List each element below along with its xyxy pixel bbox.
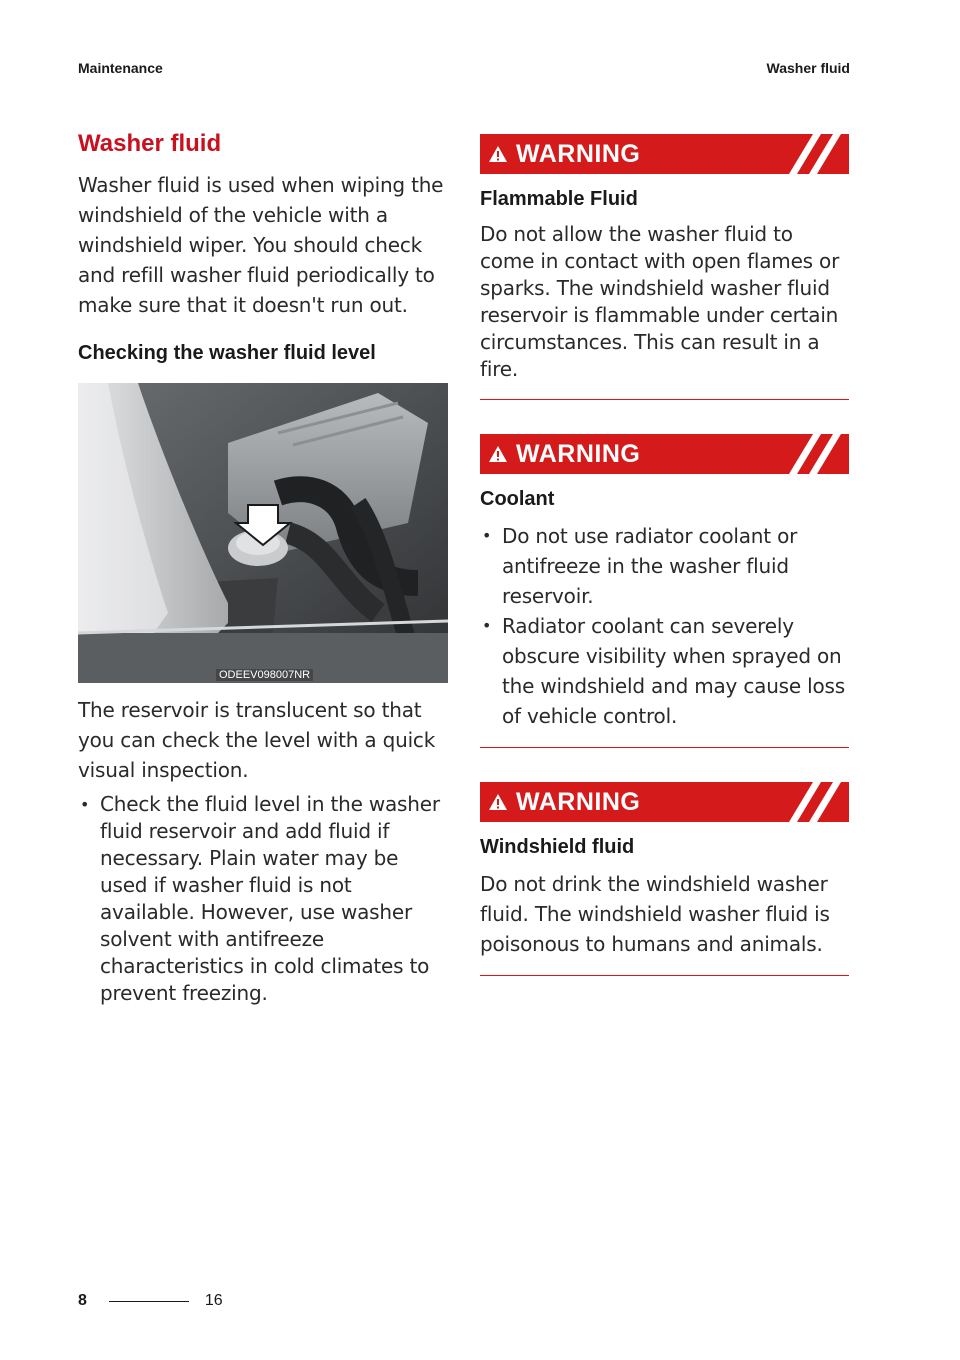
left-column [78,130,448,1007]
running-header [78,60,850,76]
header-topic: Washer fluid [766,60,850,76]
list-item: • Check the fluid level in the washer fluid reservoir and add fluid if necessary. Plain water may be used if washer fluid is not available. However, use washer solvent with antifreeze characteristics in cold climates to prevent freezing. [78,791,448,1007]
warning-banner [480,134,849,174]
intro-paragraph: Washer fluid is used when wiping the windshield of the vehicle with a windshield wiper. You should check and refill washer fluid periodically to make sure that it doesn't run out. [78,173,444,317]
engine-bay-illustration [78,383,448,683]
figure-code: ODEEV098007NR [216,669,313,681]
header-chapter: Maintenance [78,60,163,76]
chapter-number: 8 [78,1292,87,1309]
warning-triangle-icon [488,445,508,463]
warning-title: Flammable Fluid [480,188,638,210]
list-item: • Radiator coolant can severely obscure visibility when sprayed on the windshield and may cause loss of vehicle control. [480,611,849,731]
stripes-icon [779,782,849,822]
warning-windshield-fluid [480,782,849,976]
stripes-icon [779,434,849,474]
warning-text: Do not drink the windshield washer fluid. The windshield washer fluid is poisonous to humans and animals. [480,872,830,956]
check-bullet-list [78,791,448,1007]
warning-coolant [480,434,849,748]
warning-divider [480,747,849,748]
right-column [480,134,849,1010]
subsection-title: Checking the washer fluid level [78,342,376,364]
warning-flammable [480,134,849,400]
engine-bay-photo [78,383,448,683]
warning-label: WARNING [516,139,641,168]
page-footer [78,1292,223,1310]
warning-triangle-icon [488,145,508,163]
warning-triangle-icon [488,793,508,811]
footer-rule [109,1301,189,1302]
warning-title: Windshield fluid [480,836,635,858]
section-title: Washer fluid [78,130,222,157]
reservoir-paragraph: The reservoir is translucent so that you can check the level with a quick visual inspection. [78,698,436,782]
list-item: • Do not use radiator coolant or antifreeze in the washer fluid reservoir. [480,521,849,611]
page-number: 16 [204,1292,223,1309]
coolant-bullet-list [480,521,849,731]
warning-text: Do not allow the washer fluid to come in contact with open flames or sparks. The windshield washer fluid reservoir is flammable under certain circumstances. This can result in a fire. [480,222,840,381]
stripes-icon [779,134,849,174]
warning-title: Coolant [480,488,555,510]
warning-label: WARNING [516,787,641,816]
warning-label: WARNING [516,439,641,468]
warning-banner [480,434,849,474]
warning-banner [480,782,849,822]
warning-divider [480,975,849,976]
warning-divider [480,399,849,400]
